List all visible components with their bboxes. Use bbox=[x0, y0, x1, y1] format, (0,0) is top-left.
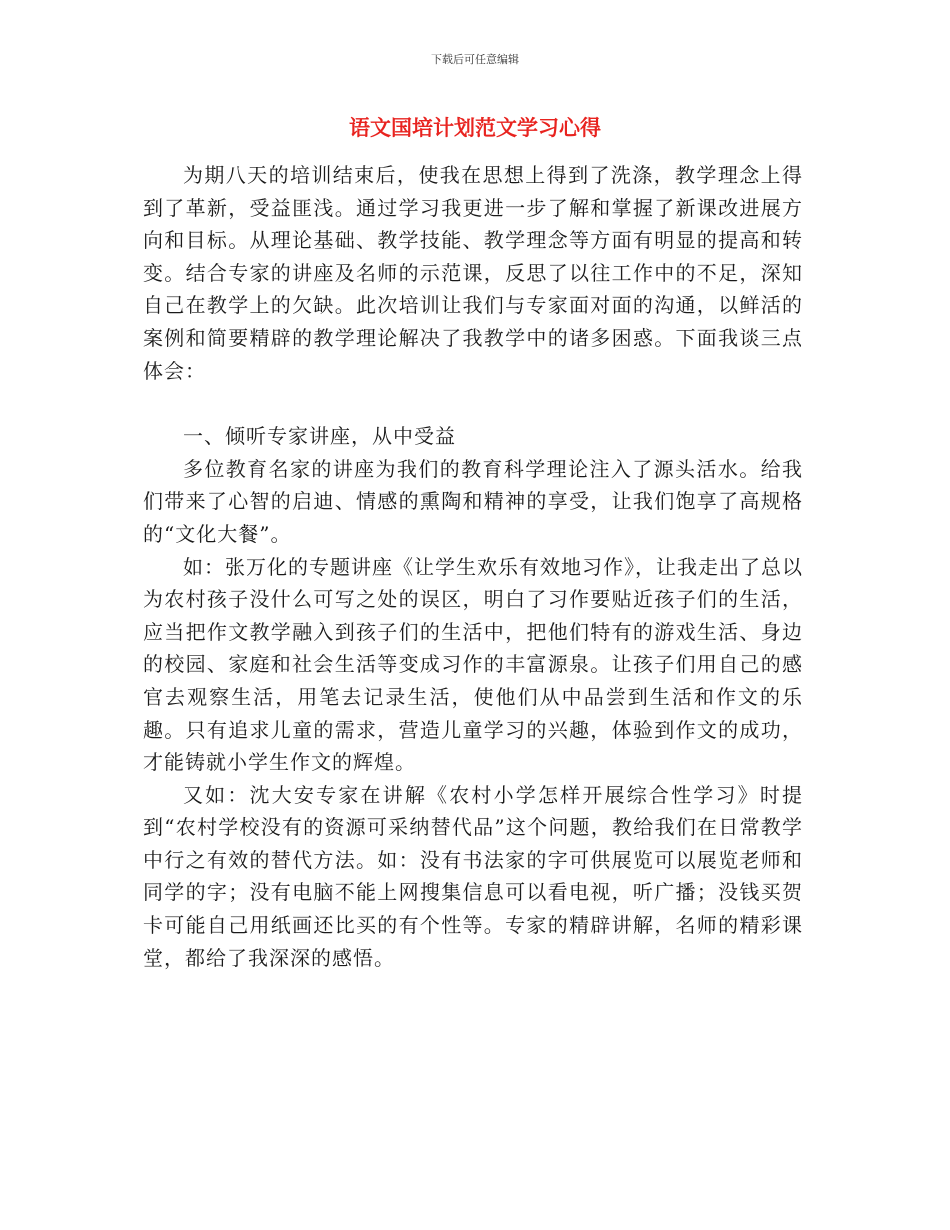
paragraph-gap bbox=[143, 387, 803, 420]
document-body bbox=[143, 159, 803, 974]
header-note: 下载后可任意编辑 bbox=[431, 53, 519, 66]
document-title: 语文国培计划范文学习心得 bbox=[349, 116, 601, 140]
body-paragraph: 多位教育名家的讲座为我们的教育科学理论注入了源头活水。给我们带来了心智的启迪、情感的熏陶和精神的享受，让我们饱享了高规格的“文化大餐”。 bbox=[143, 456, 803, 546]
body-paragraph: 又如：沈大安专家在讲解《农村小学怎样开展综合性学习》时提到“农村学校没有的资源可采纳替代品”这个问题，教给我们在日常教学中行之有效的替代方法。如：没有书法家的字可供展览可以展览老师和同学的字；没有电脑不能上网搜集信息可以看电视，听广播；没钱买贺卡可能自己用纸画还比买的有个性等。专家的精辟讲解，名师的精彩课堂，都给了我深深的感悟。 bbox=[143, 782, 803, 970]
intro-paragraph: 为期八天的培训结束后，使我在思想上得到了洗涤，教学理念上得到了革新，受益匪浅。通过学习我更进一步了解和掌握了新课改进展方向和目标。从理论基础、教学技能、教学理念等方面有明显的提高和转变。结合专家的讲座及名师的示范课，反思了以往工作中的不足，深知自己在教学上的欠缺。此次培训让我们与专家面对面的沟通，以鲜活的案例和简要精辟的教学理论解决了我教学中的诸多困惑。下面我谈三点体会： bbox=[143, 163, 803, 383]
section-heading: 一、倾听专家讲座，从中受益 bbox=[183, 424, 456, 449]
body-paragraph: 如：张万化的专题讲座《让学生欢乐有效地习作》，让我走出了总以为农村孩子没什么可写之处的误区，明白了习作要贴近孩子们的生活，应当把作文教学融入到孩子们的生活中，把他们特有的游戏生活、身边的校园、家庭和社会生活等变成习作的丰富源泉。让孩子们用自己的感官去观察生活，用笔去记录生活，使他们从中品尝到生活和作文的乐趣。只有追求儿童的需求，营造儿童学习的兴趣，体验到作文的成功，才能铸就小学生作文的辉煌。 bbox=[143, 554, 803, 775]
